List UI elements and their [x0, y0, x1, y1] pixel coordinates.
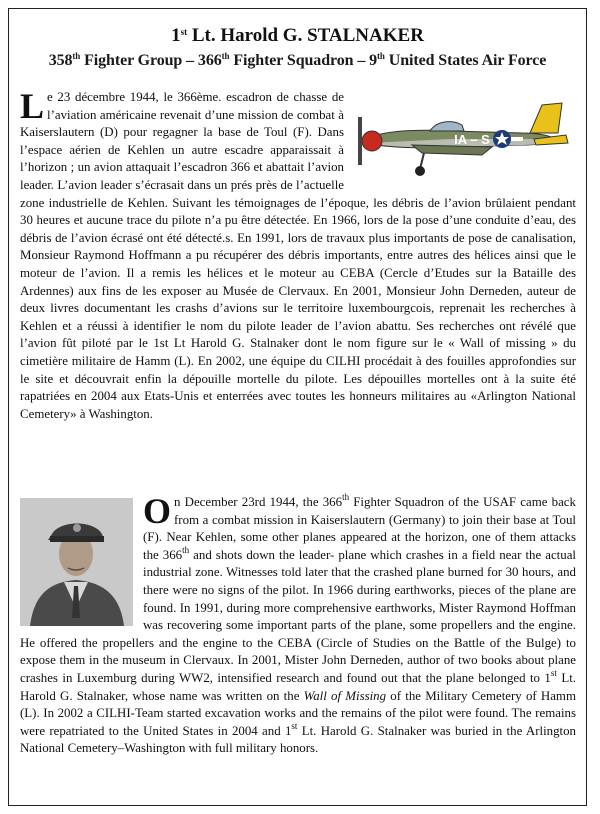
english-sup: st: [291, 720, 298, 731]
english-sup: th: [182, 544, 190, 555]
english-sup: th: [342, 492, 350, 502]
subtitle-sup: th: [221, 51, 230, 61]
subtitle-part: 358: [48, 52, 73, 69]
title-text: Lt. Harold G. STALNAKER: [187, 25, 424, 46]
english-dropcap: O: [143, 491, 172, 531]
subtitle-part: Fighter Squadron – 9: [229, 52, 378, 69]
english-italic: Wall of Missing: [303, 688, 387, 703]
page-title: [9, 25, 586, 47]
subtitle-sup: th: [72, 51, 81, 61]
subtitle-part: United States Air Force: [384, 52, 547, 69]
pilot-portrait-illustration: [20, 498, 133, 626]
page-subtitle: [9, 51, 586, 71]
p47-plane-illustration: [352, 95, 576, 177]
subtitle-part: Fighter Group – 366: [80, 52, 222, 69]
english-text: of the Military Cemetery of Hamm (L). In 2002 a CILHI-Team started excavation works and the remains of the pilot were found. The remains were repatriated to the United States in 2004 and 1: [20, 688, 576, 738]
plane-marking: IA – S: [454, 132, 490, 147]
english-text: Lt. Harold G. Stalnaker was buried in the Arlington National Cemetery–Washington with full military honors.: [20, 723, 577, 756]
subtitle-sup: th: [377, 51, 385, 61]
english-paragraph: [20, 491, 577, 758]
pilot-portrait-photo: [20, 498, 133, 626]
english-sup: st: [550, 667, 557, 678]
english-text: Fighter Squadron of the USAF came back from a combat mission in Kaiserslautern (Germany) to join their base at Toul (F). Near Kehlen, some other planes appeared at the horizon, one of them attacks the 366: [143, 495, 576, 562]
french-paragraph: [20, 86, 576, 423]
english-text: n December 23rd 1944, the 366: [174, 495, 343, 509]
english-text: and shots down the leader- plane which crashes in a field near the actual industrial zone. Witnesses told later that the crashed plane burned for 30 hours, and there were no signs of the pilot. In 1966 during earthworks, pieces of the plane are found. In 1991, during more comprehensive earthworks, Mister Raymond Hoffman was recovering some important parts of the plane, some propellers and the engine. He offered the propellers and the engine to the CEBA (Circle of Studies on the Battle of the Bulge) to expose them in the museum in Clervaux. In 2001, Mister John Derneden, author of two books about plane crashes in Luxemburg during WW2, intensified research and found out that the plane belonged to 1: [20, 547, 576, 685]
french-dropcap: L: [20, 86, 45, 126]
french-text: e 23 décembre 1944, le 366ème. escadron de chasse de l’aviation américaine revenait d’une mission de combat à Kaiserslautern (D) pour regagner la base de Toul (F). Dans l’espace aérien de Kehlen un autre escadre apparaissait à l’horizon ; un avion attaquait l’escadron 366 et abattait l’avion leader. L’avion leader s’écrasait dans un prés près de l’actuelle zone industrielle de Kehlen. Suivant les témoignages de l’époque, les débris de l’avion brûlaient pendant 30 heures et aucune trace du pilote n’a pu être détectée. En 1966, lors de la pose d’une conduite d’eau, des débris de l’avion écrasé ont été détecté.s. En 1991, lors de travaux plus importants de pose de canalisation, Monsieur Raymond Hoffmann a pu récupérer des débris importants, entre autres des hélices ainsi que le moteur de l’avion. Il a remis les hélices et le moteur au CEBA (Cercle d’Etudes sur la Bataille des Ardennes) aux fins de les exposer au Musée de Clervaux. En 2001, Monsieur John Derneden, auteur de deux livres documentant les crashs d’avions sur le territoire luxembourgcois, reprenait les recherches à Kehlen et a réussi à identifier le nom du pilote leader de l’avion abattu. Ses recherches ont révélé que l’avion fût piloté par le 1st Lt Harold G. Stalnaker dont le nom figure sur le « Wall of missing » du cimetière militaire de Hamm (L). En 2002, une équipe du CILHI procédait à des fouilles approfondies sur le site et découvrait enfin la dépouille mortelle du pilote. Les dépouilles mortelles ont à la suite été rapatriées en 2004 aux Etats-Unis et enterrées avec toutes les honneurs militaires au «Arlington National Cemetery» à Washington.: [20, 90, 576, 421]
title-rank-sup: st: [180, 27, 188, 37]
english-text: Lt. Harold G. Stalnaker, whose name was written on the: [20, 670, 576, 703]
document-page: [8, 8, 587, 806]
title-rank-number: 1: [171, 25, 181, 46]
